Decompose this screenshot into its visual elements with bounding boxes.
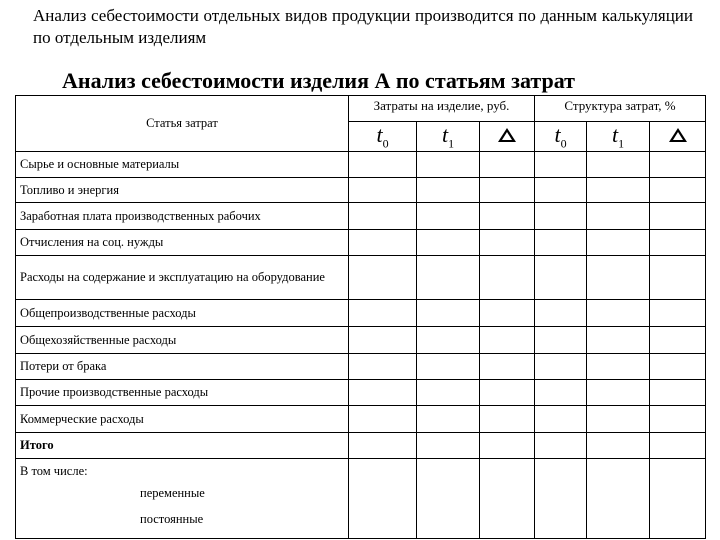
- row-label: Итого: [16, 433, 349, 459]
- header-cost-delta: [480, 122, 535, 152]
- table-row-including: [16, 459, 706, 539]
- value-cell[interactable]: [417, 406, 480, 433]
- value-cell[interactable]: [480, 152, 535, 178]
- value-cell[interactable]: [650, 300, 706, 327]
- value-cell[interactable]: [650, 178, 706, 203]
- table-row: [16, 152, 706, 178]
- cost-analysis-table: [15, 95, 706, 539]
- value-cell[interactable]: [417, 354, 480, 380]
- row-label: Расходы на содержание и эксплуатацию на оборудование: [16, 256, 349, 300]
- header-cost-t1: $t_1$: [417, 122, 480, 152]
- value-cell[interactable]: [650, 354, 706, 380]
- table-row: [16, 406, 706, 433]
- value-cell[interactable]: [349, 300, 417, 327]
- table-row: [16, 300, 706, 327]
- value-cell[interactable]: [480, 327, 535, 354]
- row-label: Общепроизводственные расходы: [16, 300, 349, 327]
- table-row: [16, 256, 706, 300]
- value-cell[interactable]: [587, 203, 650, 230]
- value-cell[interactable]: [587, 380, 650, 406]
- row-label: Заработная плата производственных рабочих: [16, 203, 349, 230]
- header-structure-delta: [650, 122, 706, 152]
- value-cell[interactable]: [535, 354, 587, 380]
- value-cell[interactable]: [587, 406, 650, 433]
- value-cell[interactable]: [535, 230, 587, 256]
- row-label: [16, 459, 349, 539]
- header-item-label: Статья затрат: [146, 116, 218, 131]
- value-cell[interactable]: [349, 203, 417, 230]
- delta-icon: [669, 128, 687, 142]
- including-label: В том числе:: [20, 464, 88, 479]
- header-cost-group: Затраты на изделие, руб.: [349, 96, 535, 122]
- row-label: Сырье и основные материалы: [16, 152, 349, 178]
- value-cell[interactable]: [349, 327, 417, 354]
- table-row: [16, 327, 706, 354]
- header-structure-t1: $t_1$: [587, 122, 650, 152]
- value-cell[interactable]: [587, 152, 650, 178]
- value-cell[interactable]: [587, 256, 650, 300]
- row-label: Топливо и энергия: [16, 178, 349, 203]
- value-cell[interactable]: [417, 152, 480, 178]
- intro-text: Анализ себестоимости отдельных видов продукции производится по данным калькуляции по отдельным изделиям: [33, 6, 693, 47]
- value-cell[interactable]: [417, 230, 480, 256]
- value-cell[interactable]: [535, 178, 587, 203]
- table-row: [16, 230, 706, 256]
- table-row: [16, 380, 706, 406]
- value-cell[interactable]: [480, 380, 535, 406]
- value-cell[interactable]: [587, 300, 650, 327]
- value-cell[interactable]: [650, 380, 706, 406]
- value-cell[interactable]: [535, 300, 587, 327]
- header-item: [16, 96, 349, 152]
- value-cell[interactable]: [535, 256, 587, 300]
- value-cell[interactable]: [650, 152, 706, 178]
- value-cell[interactable]: [417, 327, 480, 354]
- value-cell[interactable]: [480, 300, 535, 327]
- value-cell[interactable]: [349, 152, 417, 178]
- value-cell[interactable]: [535, 203, 587, 230]
- value-cell[interactable]: [650, 203, 706, 230]
- header-structure-t0: $t_0$: [535, 122, 587, 152]
- value-cell[interactable]: [417, 203, 480, 230]
- value-cell[interactable]: [650, 256, 706, 300]
- value-cell[interactable]: [417, 300, 480, 327]
- value-cell[interactable]: [417, 178, 480, 203]
- table-row: [16, 178, 706, 203]
- value-cell[interactable]: [349, 230, 417, 256]
- value-cell[interactable]: [587, 178, 650, 203]
- value-cell[interactable]: [480, 406, 535, 433]
- header-cost-t0: $t_0$: [349, 122, 417, 152]
- header-structure-group: Структура затрат, %: [535, 96, 706, 122]
- value-cell[interactable]: [535, 327, 587, 354]
- value-cell[interactable]: [349, 256, 417, 300]
- value-cell[interactable]: [650, 406, 706, 433]
- value-cell[interactable]: [349, 380, 417, 406]
- value-cell[interactable]: [480, 178, 535, 203]
- value-cell[interactable]: [587, 327, 650, 354]
- value-cell[interactable]: [349, 178, 417, 203]
- value-cell[interactable]: [417, 256, 480, 300]
- row-label: Коммерческие расходы: [16, 406, 349, 433]
- value-cell[interactable]: [480, 230, 535, 256]
- value-cell[interactable]: [480, 354, 535, 380]
- variable-label: переменные: [140, 486, 205, 501]
- value-cell[interactable]: [417, 380, 480, 406]
- row-label: Общехозяйственные расходы: [16, 327, 349, 354]
- delta-icon: [498, 128, 516, 142]
- value-cell[interactable]: [535, 380, 587, 406]
- value-cell[interactable]: [535, 152, 587, 178]
- fixed-label: постоянные: [140, 512, 204, 527]
- value-cell[interactable]: [480, 203, 535, 230]
- table-row-total: [16, 433, 706, 459]
- value-cell[interactable]: [349, 354, 417, 380]
- value-cell[interactable]: [535, 406, 587, 433]
- row-label: Отчисления на соц. нужды: [16, 230, 349, 256]
- value-cell[interactable]: [650, 230, 706, 256]
- row-label: Прочие производственные расходы: [16, 380, 349, 406]
- table-row: [16, 354, 706, 380]
- value-cell[interactable]: [480, 256, 535, 300]
- value-cell[interactable]: [650, 327, 706, 354]
- table-row: [16, 203, 706, 230]
- page-title: Анализ себестоимости изделия А по статьям затрат: [62, 68, 575, 93]
- value-cell[interactable]: [587, 230, 650, 256]
- row-label: Потери от брака: [16, 354, 349, 380]
- value-cell[interactable]: [349, 406, 417, 433]
- value-cell[interactable]: [587, 354, 650, 380]
